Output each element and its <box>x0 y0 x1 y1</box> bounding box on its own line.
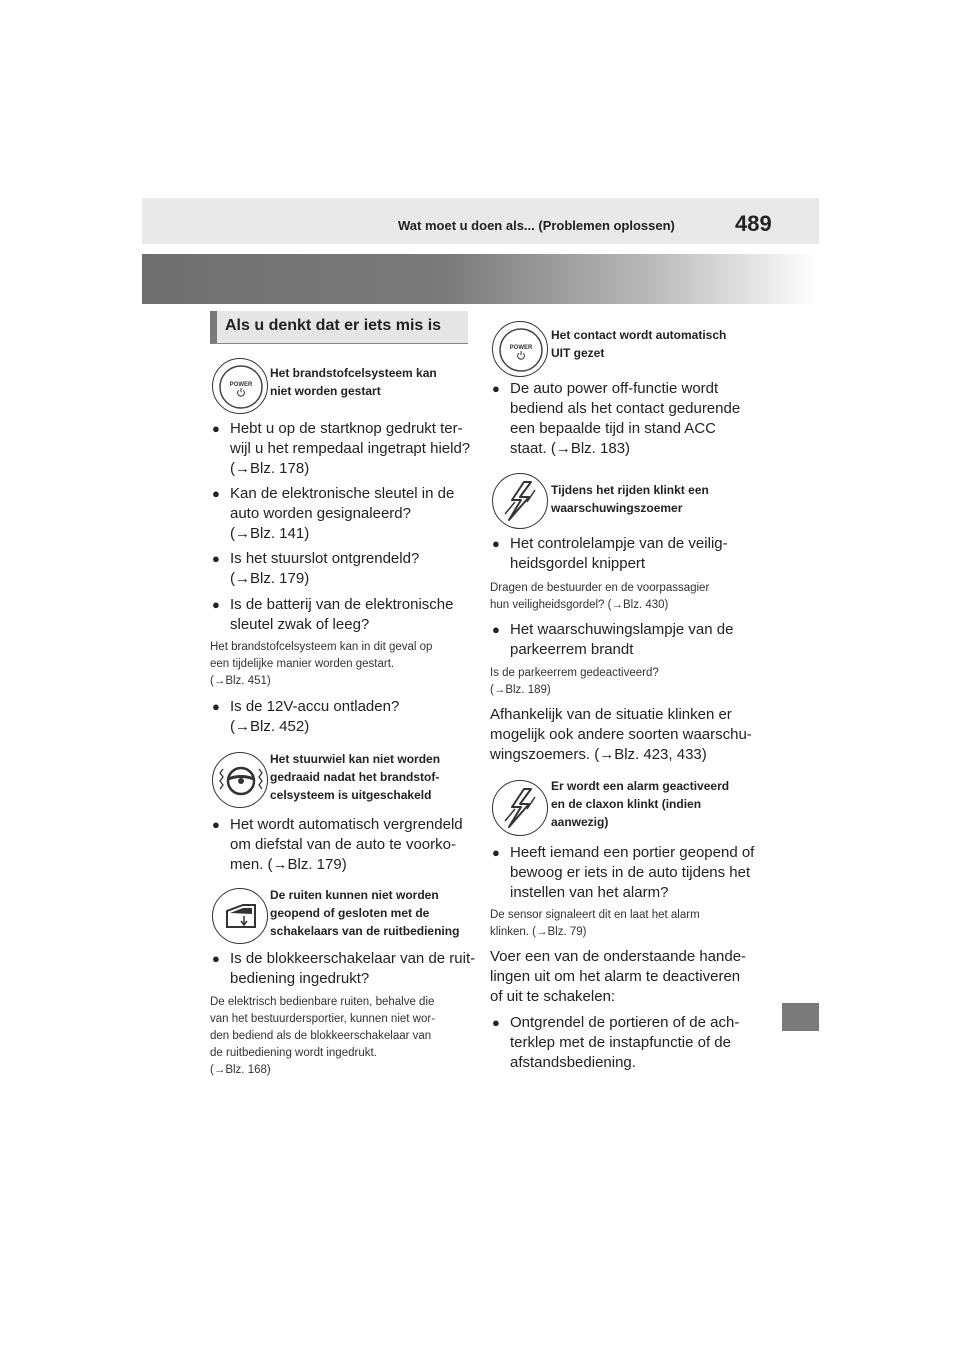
note-text: De sensor signaleert dit en laat het alarm klinken. (→Blz. 79) <box>490 909 700 938</box>
warning-buzzer-icon <box>492 473 548 529</box>
list-item: ● Heeft iemand een portier geopend of bewoog er iets in de auto tijdens het instellen van het alarm? <box>492 844 755 901</box>
paragraph: Voer een van de onderstaande hande- lingen uit om het alarm te deactiveren of uit te schakelen: <box>490 948 747 1005</box>
caption-auto-power-off: Het contact wordt automatisch UIT gezet <box>551 328 727 360</box>
list-item: ● Het wordt automatisch vergrendeld om diefstal van de auto te voorko- men. (→Blz. 179) <box>212 816 463 873</box>
list-item: ● Het controlelampje van de veilig- heidsgordel knippert <box>492 535 728 572</box>
decorative-band <box>142 254 819 304</box>
note-text: De elektrisch bedienbare ruiten, behalve die van het bestuurdersportier, kunnen niet wor- den bediend als de blokkeerschakelaar van de ruitbediening wordt ingedrukt. (→Blz. 168) <box>210 996 436 1076</box>
window-switch-icon <box>212 888 268 944</box>
list-item: ● Ontgrendel de portieren of de ach- terklep met de instapfunctie of de afstandsbediening. <box>492 1014 740 1071</box>
list-item: ● Hebt u op de startknop gedrukt ter- wijl u het rempedaal ingetrapt hield? (→Blz. 178) <box>212 420 471 477</box>
section-heading <box>210 311 468 344</box>
note-text: Is de parkeerrem gedeactiveerd? (→Blz. 189) <box>490 667 659 696</box>
chapter-tab <box>782 1003 819 1031</box>
power-label: POWER <box>229 382 253 388</box>
steering-lock-icon <box>212 752 268 808</box>
caption-steering-locked: Het stuurwiel kan niet worden gedraaid nadat het brandstof- celsysteem is uitgeschakeld <box>270 752 441 802</box>
caption-fuel-cell-start: Het brandstofcelsysteem kan niet worden gestart <box>270 366 437 398</box>
caption-window-switch: De ruiten kunnen niet worden geopend of gesloten met de schakelaars van de ruitbediening <box>270 888 460 938</box>
list-item: ● Is het stuurslot ontgrendeld? (→Blz. 179) <box>212 550 420 587</box>
header-title: Wat moet u doen als... (Problemen oplossen) <box>398 218 675 233</box>
list-item: ● Is de 12V-accu ontladen? (→Blz. 452) <box>212 698 400 735</box>
power-label: POWER <box>509 345 533 351</box>
list-item: ● Is de batterij van de elektronische sleutel zwak of leeg? <box>212 596 454 633</box>
list-item: ● De auto power off-functie wordt bediend als het contact gedurende een bepaalde tijd in stand ACC staat. (→Blz. 183) <box>492 380 741 457</box>
caption-alarm-activated: Er wordt een alarm geactiveerd en de claxon klinkt (indien aanwezig) <box>551 779 730 829</box>
page-number: 489 <box>735 211 772 236</box>
warning-buzzer-icon <box>492 780 548 836</box>
paragraph: Afhankelijk van de situatie klinken er mogelijk ook andere soorten waarschu- wingszoemers. (→Blz. 423, 433) <box>490 706 752 763</box>
caption-warning-buzzer: Tijdens het rijden klinkt een waarschuwingszoemer <box>551 483 709 515</box>
note-text: Het brandstofcelsysteem kan in dit geval op een tijdelijke manier worden gestart. (→Blz. 451) <box>210 641 433 687</box>
section-heading-text: Als u denkt dat er iets mis is <box>225 317 442 334</box>
note-text: Dragen de bestuurder en de voorpassagier hun veiligheidsgordel? (→Blz. 430) <box>490 582 710 611</box>
power-button-icon <box>212 358 268 414</box>
power-button-icon <box>492 321 548 377</box>
list-item: ● Is de blokkeerschakelaar van de ruit- bediening ingedrukt? <box>212 950 476 987</box>
list-item: ● Kan de elektronische sleutel in de auto worden gesignaleerd? (→Blz. 141) <box>212 485 455 542</box>
list-item: ● Het waarschuwingslampje van de parkeerrem brandt <box>492 621 734 658</box>
